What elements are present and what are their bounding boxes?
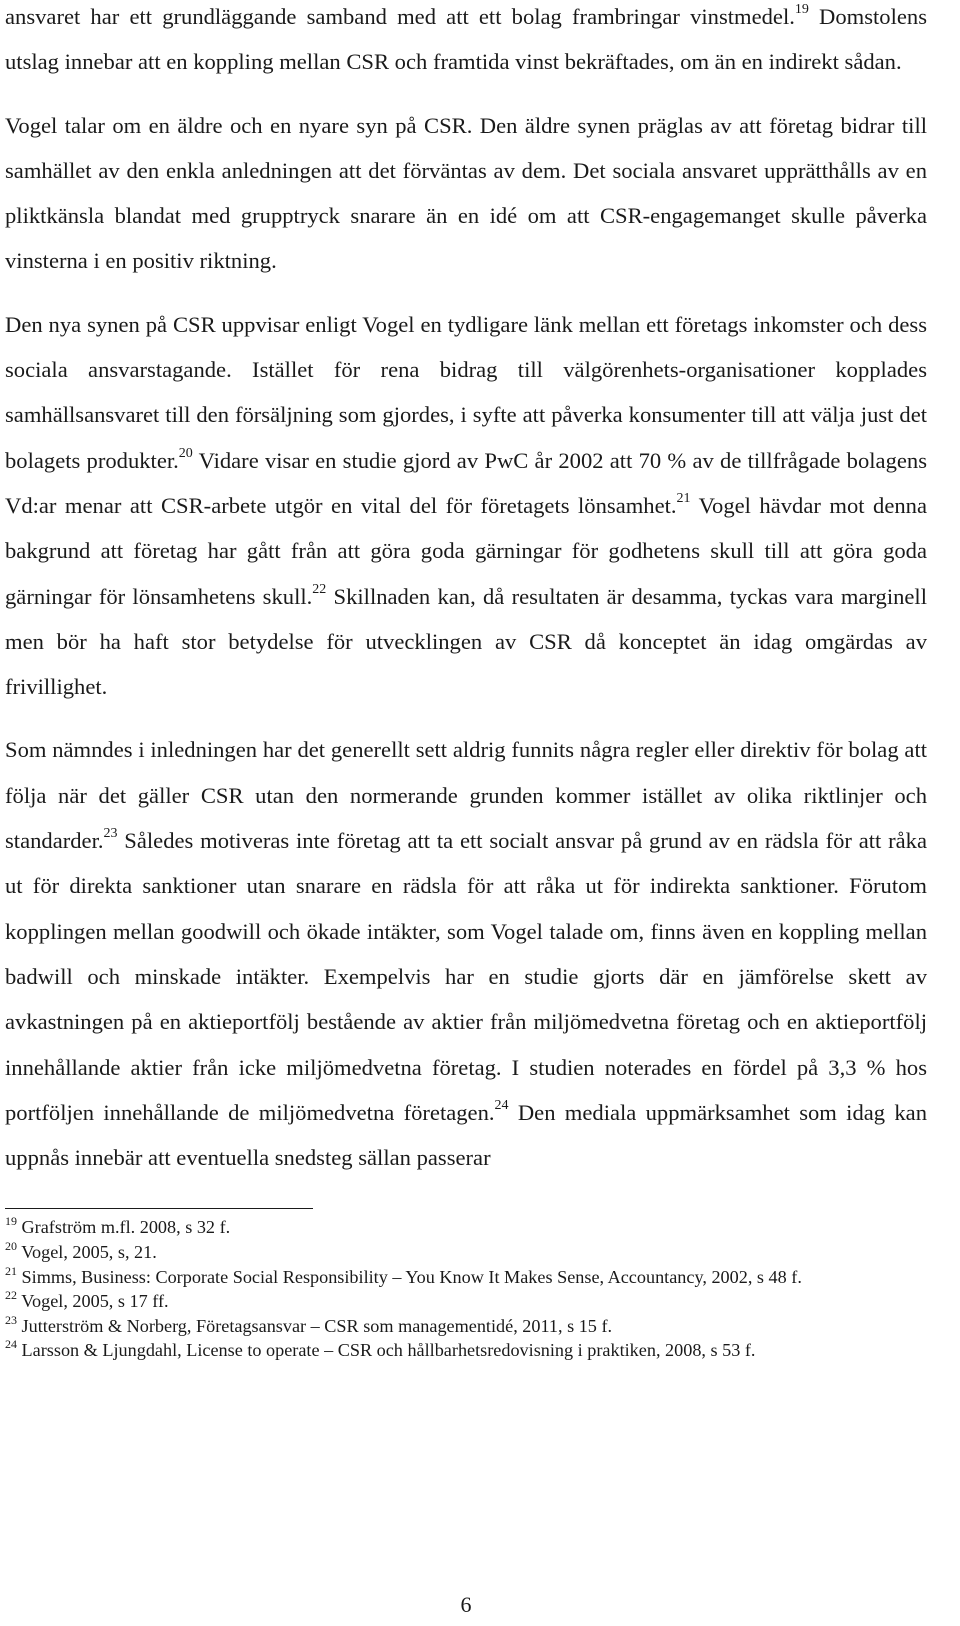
footnote-ref-23[interactable]: 23 — [103, 826, 118, 842]
footnote-number: 20 — [5, 1239, 17, 1254]
paragraph-4-text-c: Den mediala uppmärksamhet som idag kan uppnås innebär att eventuella snedsteg sällan passerar — [5, 1099, 928, 1171]
paragraph-3-text-a: Den nya synen på CSR uppvisar enligt Vogel en tydligare länk mellan ett företags inkomster och dess sociala ansvarstagande. Istället för rena bidrag till välgörenhets-organisationer kopplades samhällsansvaret till den försäljning som gjordes, i syfte att påverka konsumenter till att välja just det bolagets produkter. — [5, 311, 927, 473]
paragraph-4-text-b: Således motiveras inte företag att ta ett socialt ansvar på grund av en rädsla för att råka ut för direkta sanktioner utan snarare en rädsla för att råka ut för indirekta sanktioner. Förutom kopplingen mellan goodwill och ökade intäkter, som Vogel talade om, finns även en koppling mellan badwill och minskade intäkter. Exempelvis har en studie gjorts där en jämförelse skett av avkastningen på en aktieportfölj bestående av aktier från miljömedvetna företag och en aktieportfölj innehållande aktier från icke miljömedvetna företag. I studien noterades en fördel på 3,3 % hos portföljen innehållande de miljömedvetna företagen. — [5, 828, 927, 1125]
footnote-separator — [5, 1208, 313, 1209]
footnote-ref-20[interactable]: 20 — [178, 445, 193, 461]
document-page — [5, 0, 928, 1617]
footnote-ref-24[interactable]: 24 — [494, 1097, 509, 1113]
footnote-text: Jutterström & Norberg, Företagsansvar – CSR som managementidé, 2011, s 15 f. — [17, 1315, 613, 1336]
paragraph-2-text-a: Vogel talar om en äldre och en nyare syn på CSR. Den äldre synen präglas av att företag bidrar till samhället av den enkla anledningen att det förväntas av dem. Det sociala ansvaret upprätthålls av en pliktkänsla blandat med grupptryck snarare än en idé om att CSR-engagemanget skulle påverka vinsterna i en positiv riktning. — [5, 112, 927, 274]
paragraph-2 — [5, 103, 927, 284]
footnote-number: 22 — [5, 1288, 17, 1303]
page-number: 6 — [460, 1592, 472, 1617]
paragraph-3 — [5, 302, 927, 710]
paragraph-1-text-b: Domstolens utslag innebar att en koppling mellan CSR och framtida vinst bekräftades, om än en indirekt sådan. — [5, 4, 927, 75]
footnote-ref-19[interactable]: 19 — [794, 2, 809, 17]
footnote-number: 24 — [5, 1337, 17, 1352]
footnote-19 — [5, 1215, 927, 1240]
paragraph-3-text-d: Skillnaden kan, då resultaten är desamma, tyckas vara marginell men bör ha haft stor betydelse för utvecklingen av CSR då konceptet än idag omgärdas av frivillighet. — [5, 583, 927, 700]
footnote-ref-21[interactable]: 21 — [676, 490, 691, 506]
paragraph-3-text-b: Vidare visar en studie gjord av PwC år 2002 att 70 % av de tillfrågade bolagens Vd:ar menar att CSR-arbete utgör en vital del för företagets lönsamhet. — [5, 447, 927, 518]
footnote-text: Larsson & Ljungdahl, License to operate – CSR och hållbarhetsredovisning i praktiken, 2008, s 53 f. — [17, 1340, 756, 1361]
footnote-number: 21 — [5, 1263, 17, 1278]
footnote-24 — [5, 1338, 927, 1363]
footnote-number: 23 — [5, 1312, 17, 1327]
footnote-text: Vogel, 2005, s 17 ff. — [17, 1291, 169, 1312]
paragraph-1-text-a: ansvaret har ett grundläggande samband med att ett bolag frambringar vinstmedel. — [5, 4, 795, 29]
paragraph-1 — [5, 0, 927, 85]
paragraph-4 — [5, 727, 927, 1180]
footnote-22 — [5, 1289, 927, 1314]
footnote-text: Grafström m.fl. 2008, s 32 f. — [17, 1217, 231, 1238]
paragraph-3-text-c: Vogel hävdar mot denna bakgrund att företag har gått från att göra goda gärningar för godhetens skull till att göra goda gärningar för lönsamhetens skull. — [5, 492, 927, 609]
footnotes — [5, 1215, 927, 1363]
footnote-number: 19 — [5, 1214, 17, 1229]
paragraph-4-text-a: Som nämndes i inledningen har det generellt sett aldrig funnits några regler eller direktiv för bolag att följa när det gäller CSR utan den normerande grunden kommer istället av olika riktlinjer och standarder. — [5, 737, 927, 854]
footnote-23 — [5, 1314, 927, 1339]
footnote-ref-22[interactable]: 22 — [312, 581, 327, 597]
footnote-text: Simms, Business: Corporate Social Responsibility – You Know It Makes Sense, Accountancy, 2002, s 48 f. — [17, 1266, 802, 1287]
footnote-text: Vogel, 2005, s, 21. — [17, 1242, 157, 1263]
footnote-20 — [5, 1240, 927, 1265]
footnote-21 — [5, 1265, 927, 1290]
